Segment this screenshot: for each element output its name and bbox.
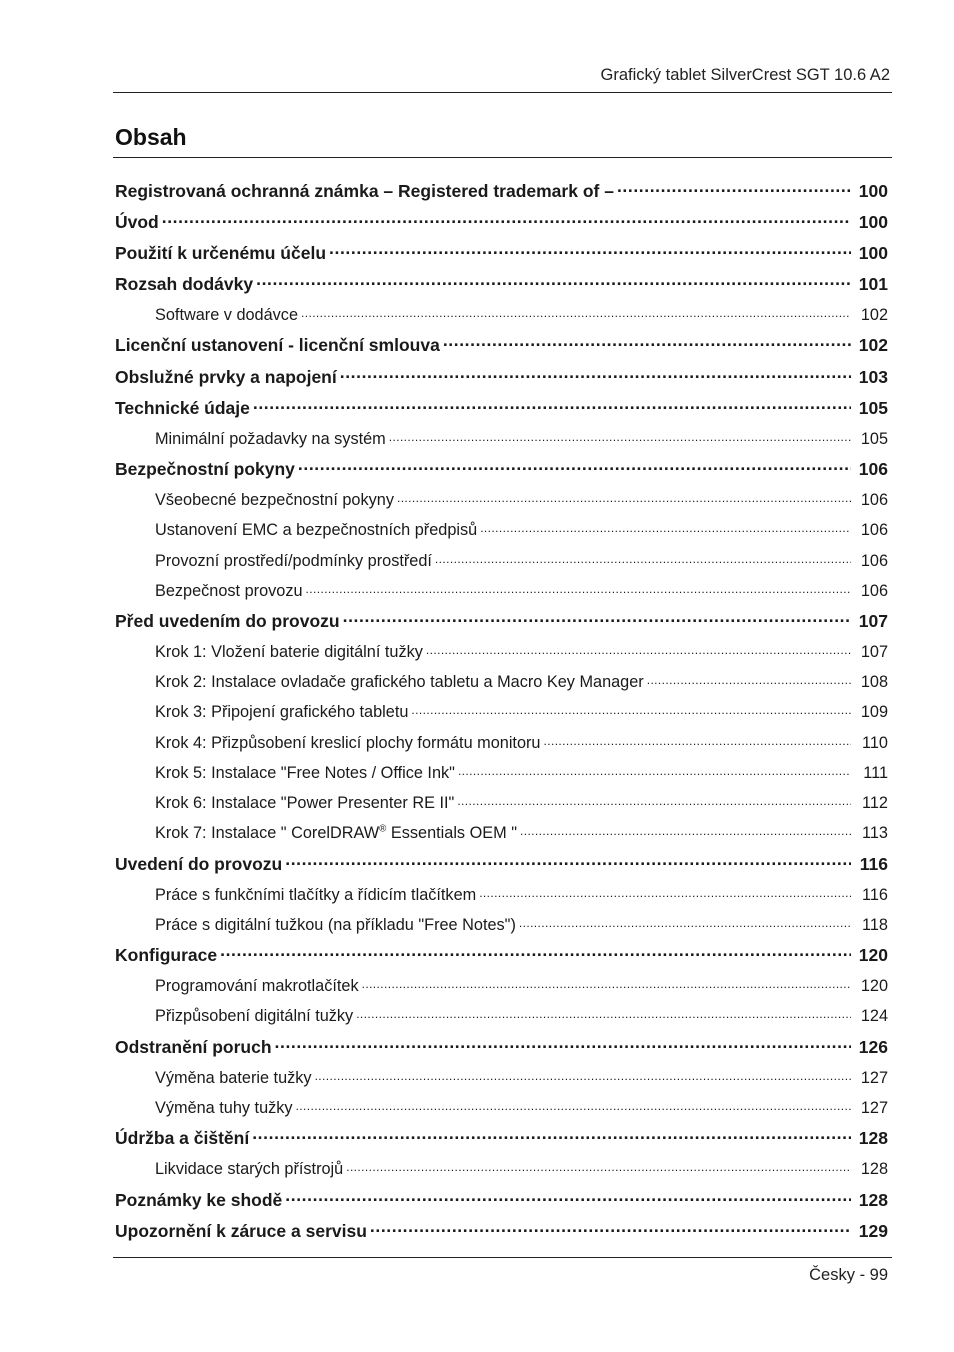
- toc-entry[interactable]: [115, 241, 888, 272]
- dot-leader: [411, 701, 851, 717]
- toc-entry[interactable]: [115, 458, 888, 489]
- toc-page-number: 106: [860, 491, 888, 510]
- dot-leader: [256, 273, 851, 291]
- toc-page-number: 109: [860, 703, 888, 722]
- dot-leader: [435, 549, 851, 565]
- dot-leader: [340, 365, 851, 383]
- dot-leader: [480, 519, 851, 535]
- toc-entry-title: Obslužné prvky a napojení: [115, 366, 337, 387]
- toc-page-number: 112: [862, 794, 888, 813]
- dot-leader: [397, 489, 851, 505]
- toc-subentry[interactable]: [115, 579, 888, 609]
- toc-subentry[interactable]: [115, 1066, 888, 1096]
- dot-leader: [457, 792, 851, 808]
- dot-leader: [544, 731, 852, 747]
- heading-rule: [113, 157, 892, 158]
- toc-entry-title: Minimální požadavky na systém: [155, 429, 386, 448]
- toc-page-number: 107: [858, 611, 888, 632]
- toc-entry-title: Licenční ustanovení - licenční smlouva: [115, 335, 440, 356]
- dot-leader: [343, 610, 851, 628]
- toc-page-number: 128: [860, 1160, 888, 1179]
- dot-leader: [617, 179, 851, 197]
- toc-subentry[interactable]: [115, 641, 888, 671]
- toc-entry-title: Registrovaná ochranná známka – Registered trademark of –: [115, 180, 614, 201]
- toc-subentry[interactable]: [115, 489, 888, 519]
- toc-entry-title: Práce s funkčními tlačítky a řídicím tlačítkem: [155, 885, 477, 904]
- toc-entry-title: Bezpečnostní pokyny: [115, 459, 295, 480]
- dot-leader: [479, 883, 851, 899]
- dot-leader: [296, 1097, 851, 1113]
- toc-page-number: 102: [860, 306, 888, 325]
- toc-subentry[interactable]: [115, 1005, 888, 1035]
- toc-entry-title: Provozní prostředí/podmínky prostředí: [155, 551, 432, 570]
- toc-page-number: 106: [860, 521, 888, 540]
- toc-entry[interactable]: [115, 210, 888, 241]
- toc-entry[interactable]: [115, 1035, 888, 1066]
- toc-entry[interactable]: [115, 852, 888, 883]
- toc-page-number: 113: [862, 824, 888, 843]
- toc-page-number: 116: [859, 853, 888, 874]
- toc-page-number: 106: [860, 551, 888, 570]
- toc-entry[interactable]: [115, 944, 888, 975]
- toc-entry-title: Uvedení do provozu: [115, 853, 283, 874]
- toc-page-number: 120: [858, 945, 888, 966]
- dot-leader: [647, 671, 851, 687]
- toc-entry-title: Software v dodávce: [155, 306, 298, 325]
- toc-entry-title: Rozsah dodávky: [115, 274, 254, 295]
- toc-entry-title: Před uvedením do provozu: [115, 611, 340, 632]
- toc-entry[interactable]: [115, 273, 888, 304]
- dot-leader: [370, 1219, 851, 1237]
- table-of-contents: [115, 179, 888, 1251]
- toc-page-number: 100: [858, 180, 888, 201]
- toc-page-number: 110: [862, 733, 888, 752]
- toc-page-number: 128: [858, 1189, 888, 1210]
- toc-entry[interactable]: [115, 1188, 888, 1219]
- toc-page-number: 100: [858, 242, 888, 263]
- toc-subentry[interactable]: [115, 731, 888, 761]
- toc-entry-title: Krok 3: Připojení grafického tabletu: [155, 703, 409, 722]
- toc-page-number: 105: [858, 397, 888, 418]
- dot-leader: [520, 822, 851, 838]
- toc-entry-title: Upozornění k záruce a servisu: [115, 1220, 367, 1241]
- toc-subentry[interactable]: [115, 1097, 888, 1127]
- dot-leader: [346, 1158, 851, 1174]
- dot-leader: [315, 1066, 851, 1082]
- toc-page-number: 103: [858, 366, 888, 387]
- dot-leader: [458, 762, 851, 778]
- dot-leader: [275, 1035, 851, 1053]
- dot-leader: [329, 241, 851, 259]
- toc-subentry[interactable]: [115, 975, 888, 1005]
- toc-entry-title: Údržba a čištění: [115, 1128, 250, 1149]
- toc-subentry[interactable]: [115, 701, 888, 731]
- toc-entry[interactable]: [115, 1127, 888, 1158]
- toc-subentry[interactable]: [115, 519, 888, 549]
- toc-page-number: 126: [858, 1036, 888, 1057]
- toc-subentry[interactable]: [115, 822, 888, 852]
- toc-entry[interactable]: [115, 334, 888, 365]
- toc-page-number: 108: [860, 673, 888, 692]
- toc-entry-title: Krok 7: Instalace " CorelDRAW® Essentials OEM ": [155, 823, 517, 843]
- dot-leader: [298, 458, 851, 476]
- toc-entry-title: Krok 6: Instalace "Power Presenter RE II": [155, 794, 455, 813]
- dot-leader: [220, 944, 851, 962]
- toc-subentry[interactable]: [115, 671, 888, 701]
- toc-entry-title: Likvidace starých přístrojů: [155, 1160, 344, 1179]
- toc-entry-title: Všeobecné bezpečnostní pokyny: [155, 491, 394, 510]
- toc-entry-title: Technické údaje: [115, 397, 250, 418]
- toc-entry-title: Použití k určenému účelu: [115, 242, 327, 263]
- dot-leader: [389, 428, 851, 444]
- toc-entry-title: Práce s digitální tužkou (na příkladu "Free Notes"): [155, 915, 516, 934]
- toc-entry-title: Výměna baterie tužky: [155, 1068, 312, 1087]
- toc-page-number: 129: [858, 1220, 888, 1241]
- dot-leader: [443, 334, 851, 352]
- toc-page-number: 127: [860, 1098, 888, 1117]
- toc-entry-title: Programování makrotlačítek: [155, 977, 359, 996]
- toc-page-number: 107: [860, 643, 888, 662]
- toc-page-number: 127: [860, 1068, 888, 1087]
- toc-entry-title: Ustanovení EMC a bezpečnostních předpisů: [155, 521, 478, 540]
- toc-entry-title: Krok 4: Přizpůsobení kreslicí plochy formátu monitoru: [155, 733, 541, 752]
- dot-leader: [356, 1005, 851, 1021]
- dot-leader: [362, 975, 851, 991]
- toc-page-number: 116: [862, 885, 888, 904]
- dot-leader: [252, 1127, 851, 1145]
- dot-leader: [426, 641, 851, 657]
- toc-entry[interactable]: [115, 179, 888, 210]
- toc-subentry[interactable]: [115, 428, 888, 458]
- toc-heading: Obsah: [115, 124, 187, 150]
- toc-page-number: 120: [860, 977, 888, 996]
- toc-page-number: 118: [862, 915, 888, 934]
- dot-leader: [301, 304, 851, 320]
- dot-leader: [519, 914, 851, 930]
- toc-subentry[interactable]: [115, 914, 888, 944]
- toc-entry-title: Poznámky ke shodě: [115, 1189, 283, 1210]
- dot-leader: [162, 210, 851, 228]
- toc-entry[interactable]: [115, 365, 888, 396]
- page-footer: Česky - 99: [809, 1266, 888, 1284]
- toc-entry-title: Bezpečnost provozu: [155, 581, 303, 600]
- toc-page-number: 100: [858, 211, 888, 232]
- toc-entry[interactable]: [115, 1219, 888, 1250]
- toc-subentry[interactable]: [115, 792, 888, 822]
- toc-page-number: 106: [860, 581, 888, 600]
- toc-entry-title: Krok 1: Vložení baterie digitální tužky: [155, 643, 423, 662]
- toc-entry-title: Přizpůsobení digitální tužky: [155, 1007, 354, 1026]
- toc-page-number: 124: [860, 1007, 888, 1026]
- toc-page-number: 102: [858, 335, 888, 356]
- toc-page-number: 101: [858, 274, 888, 295]
- toc-entry[interactable]: [115, 396, 888, 427]
- toc-entry-title: Krok 2: Instalace ovladače grafického tabletu a Macro Key Manager: [155, 673, 644, 692]
- dot-leader: [253, 396, 851, 414]
- toc-page-number: 111: [863, 763, 888, 782]
- toc-entry-title: Výměna tuhy tužky: [155, 1098, 293, 1117]
- dot-leader: [306, 579, 851, 595]
- toc-subentry[interactable]: [115, 304, 888, 334]
- toc-subentry[interactable]: [115, 549, 888, 579]
- toc-page-number: 128: [858, 1128, 888, 1149]
- footer-rule: [113, 1257, 892, 1258]
- dot-leader: [285, 1188, 851, 1206]
- toc-entry[interactable]: [115, 610, 888, 641]
- toc-page-number: 106: [858, 459, 888, 480]
- toc-entry-title: Úvod: [115, 211, 159, 232]
- toc-entry-title: Krok 5: Instalace "Free Notes / Office Ink": [155, 763, 455, 782]
- toc-page-number: 105: [860, 429, 888, 448]
- toc-entry-title: Odstranění poruch: [115, 1036, 272, 1057]
- running-header: Grafický tablet SilverCrest SGT 10.6 A2: [600, 66, 890, 84]
- toc-subentry[interactable]: [115, 883, 888, 913]
- dot-leader: [285, 852, 851, 870]
- toc-entry-title: Konfigurace: [115, 945, 218, 966]
- toc-subentry[interactable]: [115, 1158, 888, 1188]
- toc-subentry[interactable]: [115, 762, 888, 792]
- header-rule: [113, 92, 892, 93]
